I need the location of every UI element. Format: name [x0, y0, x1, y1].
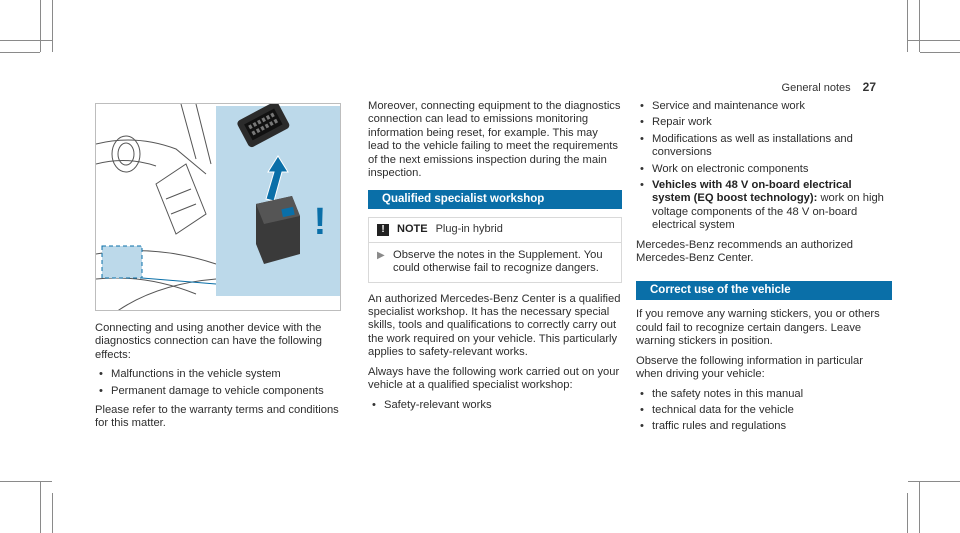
note-label: NOTE — [397, 223, 428, 236]
crop-mark — [908, 481, 960, 482]
crop-mark — [907, 493, 908, 533]
column-left — [95, 322, 341, 437]
list-item — [636, 179, 892, 233]
page-number: 27 — [862, 80, 876, 94]
crop-mark — [0, 40, 52, 41]
crop-mark — [52, 493, 53, 533]
recommend-paragraph: Mercedes-Benz recommends an authorized Mercedes-Benz Center. — [636, 238, 854, 265]
crop-mark — [0, 481, 52, 482]
page-header — [782, 80, 876, 94]
note-text: Observe the notes in the Supplement. You could otherwise fail to recognize dangers. — [393, 248, 603, 275]
warning-icon: ! — [377, 224, 389, 236]
note-subtitle: Plug-in hybrid — [435, 223, 503, 236]
crop-mark — [40, 481, 41, 533]
crop-mark — [907, 0, 908, 52]
section-name: General notes — [781, 82, 851, 94]
warranty-paragraph: Please refer to the warranty terms and conditions for this matter. — [95, 404, 339, 430]
crop-mark — [919, 481, 920, 533]
list-item: • Permanent damage to vehicle components — [95, 385, 341, 398]
list-item: • Repair work — [636, 116, 892, 129]
effects-list — [95, 368, 341, 398]
crop-mark — [919, 0, 920, 52]
work-list-intro: Always have the following work carried out on your vehicle at a qualified specialist workshop: — [368, 365, 620, 392]
list-item: • Modifications as well as installations and conversions — [636, 133, 892, 160]
workshop-paragraph: An authorized Mercedes-Benz Center is a qualified specialist workshop. It has the necessary special skills, tools and qualifications to correctly carry out the work required on your vehicle. This particularly applies to safety-relevant works. — [368, 292, 621, 359]
note-body — [369, 243, 621, 282]
crop-mark — [52, 0, 53, 52]
list-item-rest: work on high voltage components of the 48 V on-board electrical system — [652, 192, 884, 232]
column-right — [636, 100, 892, 440]
section-heading-workshop: Qualified specialist workshop — [368, 190, 622, 209]
crop-mark — [40, 0, 41, 52]
intro-paragraph: Connecting and using another device with the diagnostics connection can have the following effects: — [95, 322, 323, 361]
obd-connector-illustration — [95, 103, 341, 311]
list-item: • Safety-relevant works — [368, 399, 622, 412]
note-box — [368, 217, 622, 282]
svg-text:!: ! — [313, 201, 327, 243]
work-list-continued — [636, 100, 892, 233]
list-item-bold: Vehicles with 48 V on-board electrical system (EQ boost technology): — [652, 179, 852, 205]
triangle-right-icon: ▶ — [377, 249, 385, 261]
emissions-paragraph: Moreover, connecting equipment to the diagnostics connection can lead to emissions monitoring information being reset, for example. This may lead to the vehicle failing to meet the requirements of the next emissions inspection during the main inspection. — [368, 100, 621, 180]
note-header — [369, 218, 621, 242]
section-heading-correct-use: Correct use of the vehicle — [636, 281, 892, 300]
list-item: • the safety notes in this manual — [636, 388, 892, 401]
crop-mark — [920, 52, 960, 53]
observe-list — [636, 388, 892, 434]
list-item: • Malfunctions in the vehicle system — [95, 368, 341, 381]
list-item: • Service and maintenance work — [636, 100, 892, 113]
stickers-paragraph: If you remove any warning stickers, you or others could fail to recognize certain dangers. Leave warning stickers in position. — [636, 308, 880, 348]
list-item: • Work on electronic components — [636, 163, 892, 176]
column-middle — [368, 100, 622, 418]
observe-paragraph: Observe the following information in particular when driving your vehicle: — [636, 354, 863, 381]
crop-mark — [0, 52, 40, 53]
list-item: • traffic rules and regulations — [636, 420, 892, 433]
work-list — [368, 399, 622, 412]
list-item: • technical data for the vehicle — [636, 404, 892, 417]
obd-connector-illustration-icon — [96, 104, 341, 311]
crop-mark — [908, 40, 960, 41]
